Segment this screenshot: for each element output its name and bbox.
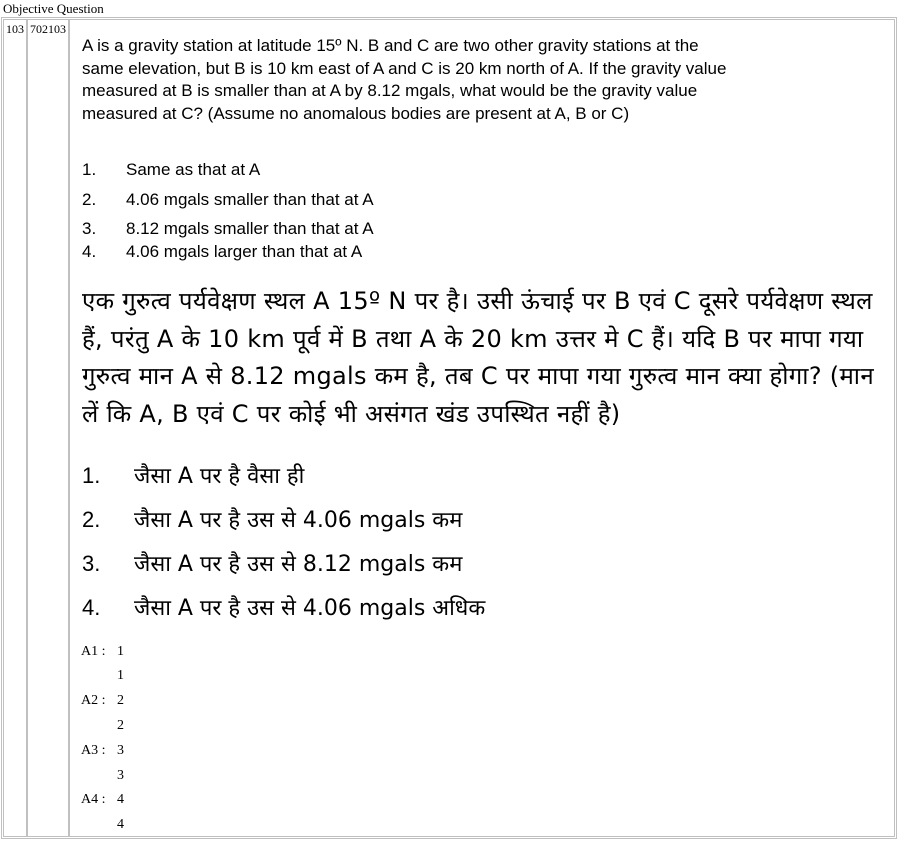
question-content (69, 19, 895, 837)
answer-label: A2 : (81, 693, 106, 708)
option-text: 8.12 mgals smaller than that at A (126, 219, 374, 238)
answer-4 (81, 792, 124, 808)
answer-1 (81, 644, 124, 660)
english-option-3 (82, 219, 374, 239)
option-number: 2. (82, 507, 101, 532)
answer-1-sub: 1 (117, 668, 124, 683)
hindi-option-1 (82, 462, 304, 491)
option-number: 3. (82, 219, 97, 238)
question-number: 103 (3, 19, 27, 837)
english-question-text: A is a gravity station at latitude 15º N. B and C are two other gravity stations at the same elevation, but B is 10 km east of A and C is 20 km north of A. If the gravity value measured at B is smaller than at A by 8.12 mgals, what would be the gravity value measured at C? (Assume no anomalous bodies are present at A, B or C) (82, 36, 727, 123)
option-number: 4. (82, 595, 101, 620)
answer-3-sub: 3 (117, 768, 124, 783)
hindi-option-4 (82, 594, 485, 623)
option-text: 4.06 mgals smaller than that at A (126, 190, 374, 209)
answer-2 (81, 693, 124, 709)
option-text: जैसा A पर है उस से 4.06 mgals कम (134, 508, 463, 533)
answer-4-sub: 4 (117, 817, 124, 832)
english-option-1 (82, 160, 260, 180)
option-number: 1. (82, 160, 97, 179)
option-text: जैसा A पर है उस से 4.06 mgals अधिक (134, 596, 486, 621)
option-text: Same as that at A (126, 160, 261, 179)
question-id: 702103 (27, 19, 69, 837)
option-text: 4.06 mgals larger than that at A (126, 242, 363, 261)
option-number: 2. (82, 190, 97, 209)
hindi-option-2 (82, 506, 462, 535)
answer-2-sub: 2 (117, 718, 124, 733)
section-title: Objective Question (3, 1, 104, 16)
option-text: जैसा A पर है उस से 8.12 mgals कम (134, 552, 463, 577)
answer-value: 3 (117, 743, 124, 758)
hindi-question-text: एक गुरुत्व पर्यवेक्षण स्थल A 15º N पर है। उसी ऊंचाई पर B एवं C दूसरे पर्यवेक्षण स्थल हैं, परंतु A के 10 km पूर्व में B तथा A के 20 km उत्तर मे C हैं। यदि B पर मापा गया गुरुत्व मान A से 8.12 mgals कम है, तब C पर मापा गया गुरुत्व मान क्या होगा? (मान लें कि A, B एवं C पर कोई भी असंगत खंड उपस्थित नहीं है) (82, 287, 874, 428)
answer-label: A1 : (81, 644, 106, 659)
answer-label: A4 : (81, 792, 106, 807)
question-table (1, 17, 897, 839)
answer-3 (81, 743, 124, 759)
answer-value: 2 (117, 693, 124, 708)
option-number: 4. (82, 242, 97, 261)
english-option-2 (82, 190, 374, 210)
answer-label: A3 : (81, 743, 106, 758)
hindi-option-3 (82, 550, 462, 579)
option-number: 3. (82, 551, 101, 576)
english-option-4 (82, 242, 362, 262)
option-number: 1. (82, 463, 101, 488)
answer-value: 1 (117, 644, 124, 659)
option-text: जैसा A पर है वैसा ही (134, 464, 305, 489)
answer-value: 4 (117, 792, 124, 807)
